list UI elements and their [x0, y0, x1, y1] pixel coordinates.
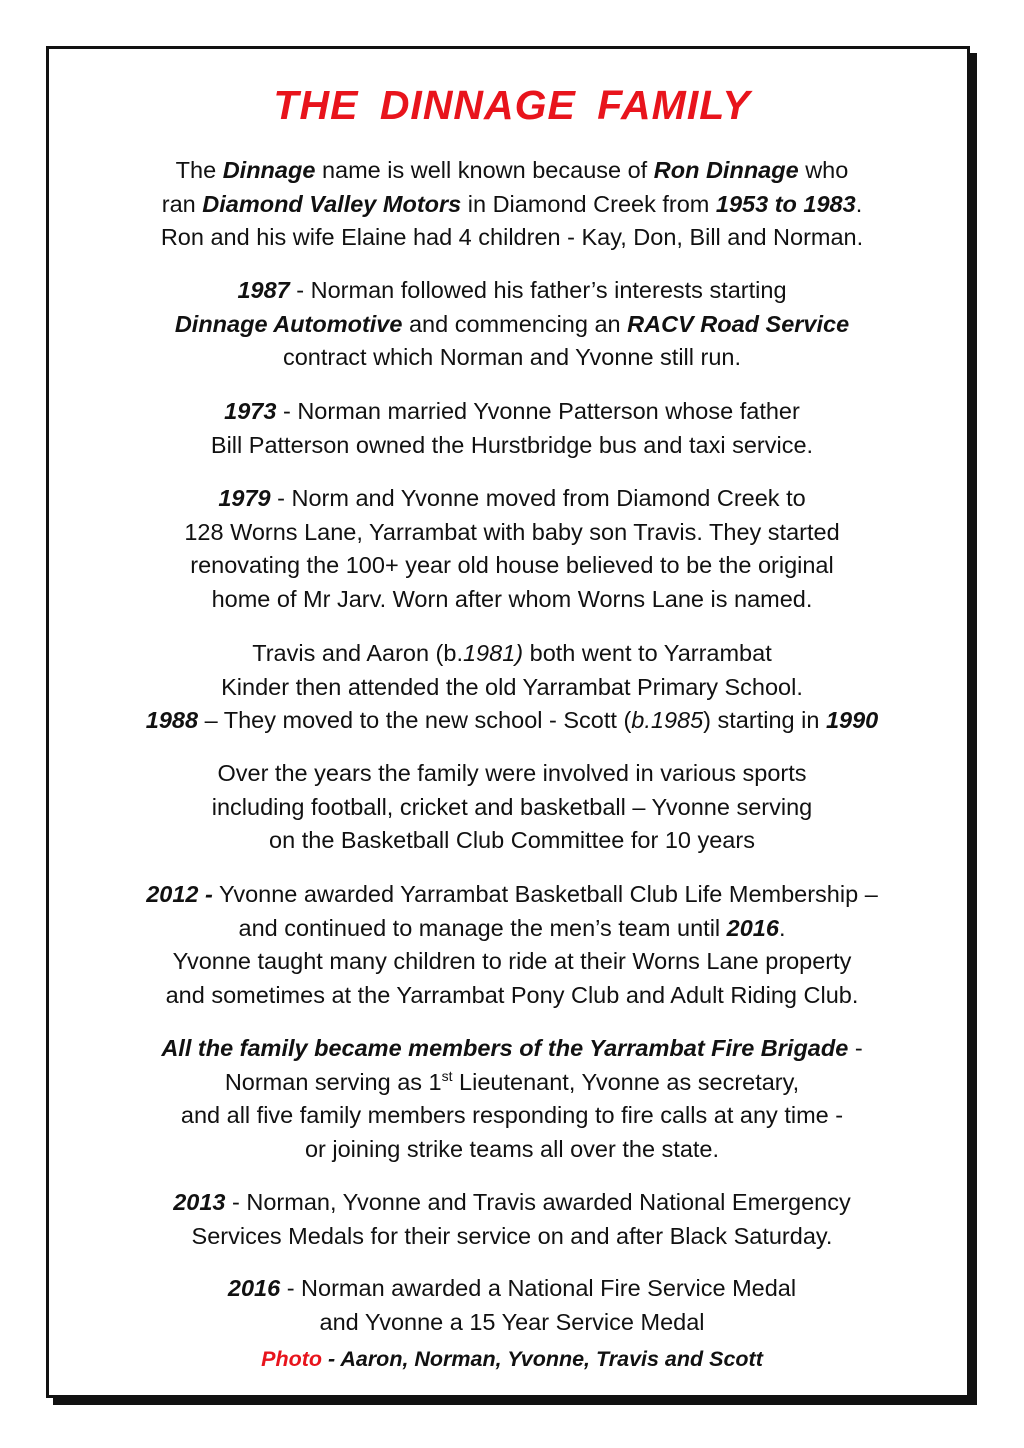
fire-line-4: or joining strike teams all over the state.: [304, 1135, 720, 1162]
school-line-2: Kinder then attended the old Yarrambat Primary School.: [221, 673, 803, 700]
intro-line-2: ran Diamond Valley Motors in Diamond Creek from 1953 to 1983.: [161, 190, 863, 217]
paragraph-2013: [0, 1186, 1024, 1253]
paragraph-1973: [0, 395, 1024, 462]
p2016-line-1: 2016 - Norman awarded a National Fire Service Medal: [227, 1275, 797, 1301]
paragraph-fire-brigade: [0, 1032, 1024, 1166]
paragraph-1979: [0, 482, 1024, 616]
intro-line-1: The Dinnage name is well known because of Ron Dinnage who: [175, 157, 849, 183]
p2012-line-2: and continued to manage the men’s team until 2016.: [238, 914, 786, 941]
p1987-line-1: 1987 - Norman followed his father’s interests starting: [237, 277, 787, 303]
sports-line-1: Over the years the family were involved in various sports: [217, 760, 807, 786]
p1979-line-3: renovating the 100+ year old house believed to be the original: [190, 552, 834, 578]
photo-names: - Aaron, Norman, Yvonne, Travis and Scott: [328, 1347, 763, 1371]
paragraph-2012: [0, 878, 1024, 1012]
intro-paragraph: [0, 154, 1024, 255]
paragraph-2016: [0, 1272, 1024, 1339]
intro-line-3: Ron and his wife Elaine had 4 children - Kay, Don, Bill and Norman.: [160, 224, 864, 250]
school-line-3: 1988 – They moved to the new school - Scott (b.1985) starting in 1990: [145, 707, 879, 733]
photo-caption: [0, 1347, 1024, 1372]
p2016-line-2: and Yvonne a 15 Year Service Medal: [319, 1308, 705, 1335]
fire-line-1: All the family became members of the Yarrambat Fire Brigade -: [161, 1035, 863, 1061]
school-line-1: Travis and Aaron (b.1981) both went to Yarrambat: [252, 640, 772, 666]
p2012-line-1: 2012 - Yvonne awarded Yarrambat Basketball Club Life Membership –: [146, 881, 878, 907]
paragraph-sports: [0, 757, 1024, 858]
p2012-line-3: Yvonne taught many children to ride at their Worns Lane property: [172, 948, 852, 974]
sports-line-2: including football, cricket and basketball – Yvonne serving: [211, 793, 813, 820]
fire-line-3: and all five family members responding to fire calls at any time -: [180, 1102, 844, 1128]
p1979-line-4: home of Mr Jarv. Worn after whom Worns Lane is named.: [211, 585, 813, 612]
p1987-line-3: contract which Norman and Yvonne still run.: [282, 344, 742, 370]
p1979-line-1: 1979 - Norm and Yvonne moved from Diamond Creek to: [218, 485, 806, 511]
p2012-line-4: and sometimes at the Yarrambat Pony Club and Adult Riding Club.: [165, 981, 859, 1008]
paragraph-1987: [0, 274, 1024, 375]
p2013-line-2: Services Medals for their service on and after Black Saturday.: [191, 1222, 833, 1249]
page-title: THE DINNAGE FAMILY: [273, 82, 751, 128]
sports-line-3: on the Basketball Club Committee for 10 years: [269, 827, 755, 853]
paragraph-school: [0, 637, 1024, 738]
p1973-line-1: 1973 - Norman married Yvonne Patterson whose father: [224, 398, 800, 424]
photo-label: Photo: [261, 1347, 323, 1371]
p1987-line-2: Dinnage Automotive and commencing an RACV Road Service: [174, 310, 850, 337]
fire-line-2: Norman serving as 1st Lieutenant, Yvonne as secretary,: [224, 1067, 800, 1095]
p1979-line-2: 128 Worns Lane, Yarrambat with baby son Travis. They started: [184, 518, 840, 545]
p2013-line-1: 2013 - Norman, Yvonne and Travis awarded National Emergency: [173, 1189, 851, 1215]
p1973-line-2: Bill Patterson owned the Hurstbridge bus and taxi service.: [210, 431, 814, 458]
